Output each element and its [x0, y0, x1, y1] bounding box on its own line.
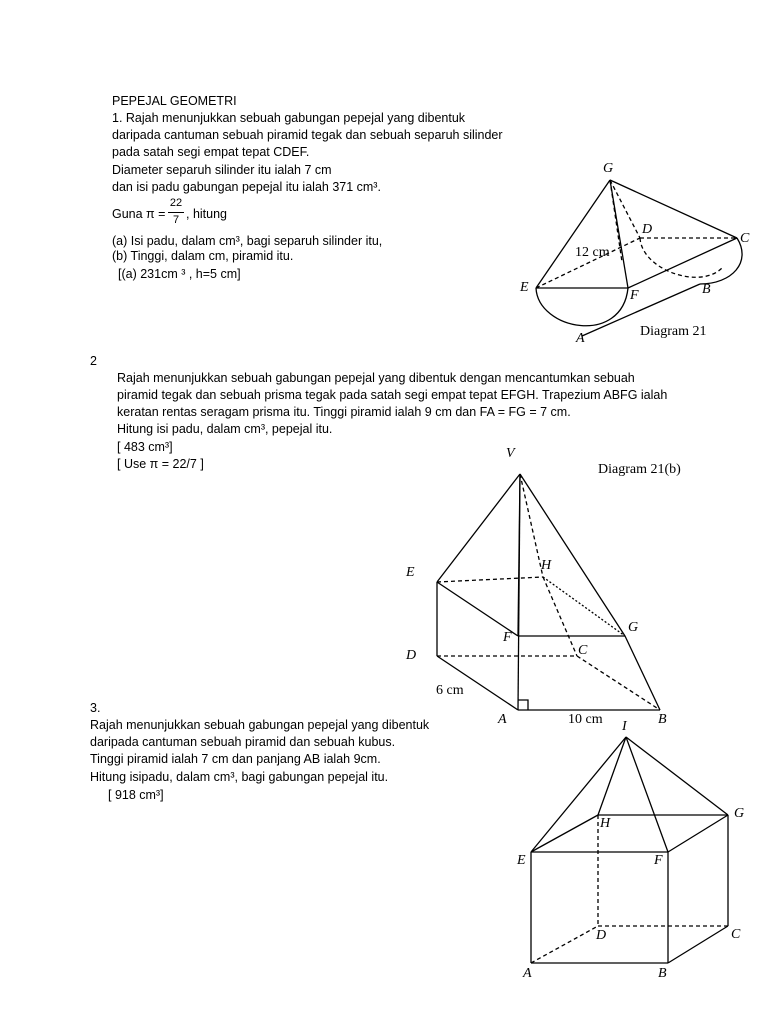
height-label: 12 cm	[575, 245, 610, 260]
q1-hitung: , hitung	[186, 207, 228, 221]
label-a: A	[576, 331, 585, 346]
label-d: D	[642, 222, 653, 237]
page-title: PEPEJAL GEOMETRI	[112, 94, 237, 108]
q3-line-1: Rajah menunjukkan sebuah gabungan pepejal yang dibentuk	[90, 718, 430, 732]
label-f: F	[654, 853, 663, 868]
label-h: H	[541, 558, 552, 573]
q1-answer: [(a) 231cm ³ , h=5 cm]	[118, 267, 241, 281]
q1-part-a: (a) Isi padu, dalam cm³, bagi separuh silinder itu,	[112, 234, 383, 248]
q1-guna-pi: Guna π =	[112, 207, 166, 221]
label-c: C	[740, 231, 750, 246]
q1-line-4: Diameter separuh silinder itu ialah 7 cm	[112, 163, 332, 177]
q3-line-2: daripada cantuman sebuah piramid dan sebuah kubus.	[90, 735, 396, 749]
q2-line-3: keratan rentas seragam prisma itu. Tinggi piramid ialah 9 cm dan FA = FG = 7 cm.	[117, 405, 571, 419]
q2-line-4: Hitung isi padu, dalam cm³, pepejal itu.	[117, 422, 333, 436]
label-b: B	[658, 966, 667, 981]
q2-answer: [ 483 cm³]	[117, 440, 173, 454]
label-f: F	[503, 630, 512, 645]
q1-line-5: dan isi padu gabungan pepejal itu ialah 371 cm³.	[112, 180, 381, 194]
label-c: C	[578, 643, 588, 658]
q2-line-1: Rajah menunjukkan sebuah gabungan pepejal yang dibentuk dengan mencantumkan sebuah	[117, 371, 635, 385]
q2-use-pi: [ Use π = 22/7 ]	[117, 457, 204, 471]
label-c: C	[731, 927, 741, 942]
diagram-1-caption: Diagram 21	[640, 324, 707, 339]
label-f: F	[630, 288, 639, 303]
label-e: E	[517, 853, 526, 868]
label-v: V	[506, 446, 515, 461]
label-g: G	[734, 806, 745, 821]
label-a: A	[523, 966, 532, 981]
q3-number: 3.	[90, 701, 101, 715]
label-b: B	[702, 282, 711, 297]
fraction-numerator: 22	[169, 197, 183, 209]
label-a: A	[498, 712, 507, 727]
label-d: D	[596, 928, 607, 943]
q2-number: 2	[90, 354, 97, 368]
q1-line-1: 1. Rajah menunjukkan sebuah gabungan pepejal yang dibentuk	[112, 111, 466, 125]
q1-line-2: daripada cantuman sebuah piramid tegak dan sebuah separuh silinder	[112, 128, 503, 142]
label-g: G	[628, 620, 639, 635]
q3-line-4: Hitung isipadu, dalam cm³, bagi gabungan pepejal itu.	[90, 770, 389, 784]
diagram-2-caption: Diagram 21(b)	[598, 462, 681, 477]
label-i: I	[622, 719, 627, 734]
dimension-6cm: 6 cm	[436, 683, 464, 698]
label-g: G	[603, 161, 614, 176]
dimension-10cm: 10 cm	[568, 712, 603, 727]
label-e: E	[520, 280, 529, 295]
label-h: H	[600, 816, 611, 831]
q1-line-3: pada satah segi empat tepat CDEF.	[112, 145, 310, 159]
q2-line-2: piramid tegak dan sebuah prisma tegak pada satah segi empat tepat EFGH. Trapezium ABFG ialah	[117, 388, 668, 402]
fraction-denominator: 7	[172, 214, 180, 226]
q3-answer: [ 918 cm³]	[108, 788, 164, 802]
label-b: B	[658, 712, 667, 727]
q1-part-b: (b) Tinggi, dalam cm, piramid itu.	[112, 249, 294, 263]
label-d: D	[406, 648, 417, 663]
label-e: E	[406, 565, 415, 580]
q3-line-3: Tinggi piramid ialah 7 cm dan panjang AB ialah 9cm.	[90, 752, 381, 766]
